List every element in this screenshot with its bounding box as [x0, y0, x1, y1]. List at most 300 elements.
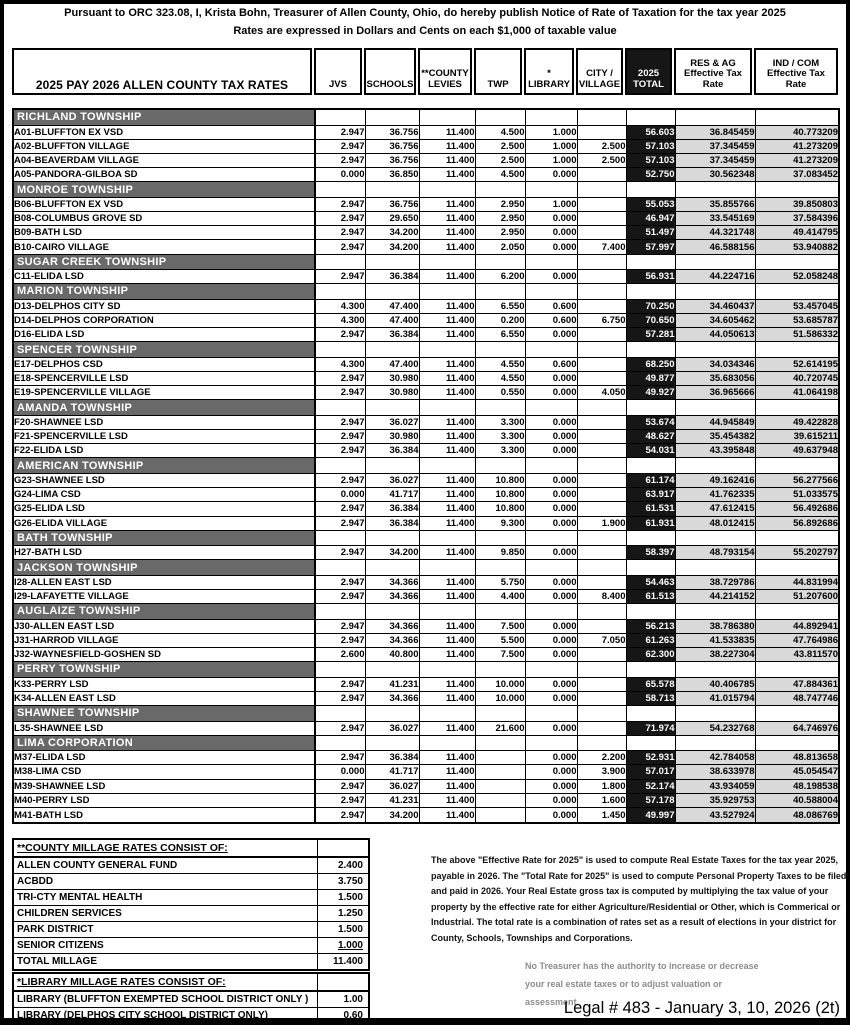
- total-cell: 57.017: [626, 765, 675, 779]
- total-cell: 57.103: [626, 139, 675, 153]
- effective-rate-cell: 38.786380: [675, 619, 755, 633]
- empty-cell: [315, 530, 365, 545]
- rate-cell: [577, 212, 626, 226]
- district-cell: G23-SHAWNEE LSD: [13, 473, 315, 487]
- rate-cell: 11.400: [419, 765, 475, 779]
- empty-cell: [419, 560, 475, 575]
- empty-cell: [675, 530, 755, 545]
- rate-cell: 1.000: [525, 125, 577, 139]
- empty-cell: [525, 284, 577, 299]
- district-row: [13, 808, 839, 823]
- rate-cell: 3.900: [577, 765, 626, 779]
- rate-cell: 11.400: [419, 721, 475, 735]
- effective-rate-cell: 44.224716: [675, 270, 755, 284]
- empty-cell: [365, 254, 419, 269]
- district-cell: J32-WAYNESFIELD-GOSHEN SD: [13, 648, 315, 662]
- rate-cell: [577, 328, 626, 342]
- rate-cell: 3.300: [475, 444, 525, 458]
- rate-cell: 2.947: [315, 502, 365, 516]
- total-cell: 51.497: [626, 226, 675, 240]
- empty-cell: [475, 560, 525, 575]
- rate-cell: 10.800: [475, 488, 525, 502]
- library-millage-row: [13, 1008, 369, 1025]
- empty-cell: [675, 284, 755, 299]
- rate-cell: 0.000: [525, 793, 577, 807]
- rate-cell: 11.400: [419, 139, 475, 153]
- empty-cell: [755, 662, 839, 677]
- effective-rate-cell: 43.811570: [755, 648, 839, 662]
- empty-cell: [675, 254, 755, 269]
- rate-cell: 6.200: [475, 270, 525, 284]
- district-cell: G26-ELIDA VILLAGE: [13, 516, 315, 530]
- rate-cell: [577, 125, 626, 139]
- column-header-label-2025-total: 2025 TOTAL: [633, 68, 664, 90]
- empty-cell: [675, 662, 755, 677]
- district-cell: B10-CAIRO VILLAGE: [13, 240, 315, 254]
- district-cell: A05-PANDORA-GILBOA SD: [13, 168, 315, 182]
- empty-cell: [525, 604, 577, 619]
- township-label: RICHLAND TOWNSHIP: [13, 109, 315, 125]
- township-label: JACKSON TOWNSHIP: [13, 560, 315, 575]
- library-millage-table: [12, 972, 370, 1025]
- district-cell: F20-SHAWNEE LSD: [13, 415, 315, 429]
- rate-cell: 11.400: [419, 648, 475, 662]
- table-title-label: 2025 PAY 2026 ALLEN COUNTY TAX RATES: [35, 77, 289, 92]
- rate-cell: 2.947: [315, 270, 365, 284]
- district-row: [13, 357, 839, 371]
- rate-cell: 2.050: [475, 240, 525, 254]
- rate-cell: 34.366: [365, 590, 419, 604]
- library-millage-row: [13, 991, 369, 1008]
- library-millage-row-label: LIBRARY (DELPHOS CITY SCHOOL DISTRICT ONLY): [13, 1008, 317, 1025]
- effective-rate-cell: 39.615211: [755, 430, 839, 444]
- column-header-jvs: [314, 48, 362, 95]
- rate-cell: 0.550: [475, 386, 525, 400]
- empty-cell: [755, 458, 839, 473]
- rate-cell: 1.000: [525, 197, 577, 211]
- rate-cell: 2.947: [315, 415, 365, 429]
- county-millage-row: [13, 906, 369, 922]
- rate-cell: 11.400: [419, 386, 475, 400]
- district-row: [13, 226, 839, 240]
- county-millage-row: [13, 922, 369, 938]
- effective-rate-cell: 41.064198: [755, 386, 839, 400]
- empty-cell: [315, 254, 365, 269]
- rate-cell: 11.400: [419, 633, 475, 647]
- rate-cell: 5.500: [475, 633, 525, 647]
- rate-cell: 11.400: [419, 299, 475, 313]
- county-millage-row-label: ALLEN COUNTY GENERAL FUND: [13, 857, 317, 874]
- township-label: SHAWNEE TOWNSHIP: [13, 706, 315, 721]
- township-label: AMANDA TOWNSHIP: [13, 400, 315, 415]
- effective-rate-cell: 51.586332: [755, 328, 839, 342]
- empty-cell: [525, 560, 577, 575]
- district-cell: H27-BATH LSD: [13, 546, 315, 560]
- rate-cell: 2.947: [315, 139, 365, 153]
- district-cell: B08-COLUMBUS GROVE SD: [13, 212, 315, 226]
- district-row: [13, 270, 839, 284]
- rate-cell: 2.200: [577, 751, 626, 765]
- treasurer-note: No Treasurer has the authority to increase or decrease your real estate taxes or to adjust valuation or assessment.: [525, 961, 759, 1007]
- effective-rate-cell: 36.965666: [675, 386, 755, 400]
- rate-cell: 2.950: [475, 197, 525, 211]
- empty-cell: [626, 400, 675, 415]
- total-cell: 54.031: [626, 444, 675, 458]
- total-cell: 61.174: [626, 473, 675, 487]
- effective-rate-cell: 47.764986: [755, 633, 839, 647]
- effective-rate-note: The above "Effective Rate for 2025" is used to compute Real Estate Taxes for the tax year 2025, payable in 2026. The "Total Rate for 2025" is used to compute Personal Property Taxes to be filed and paid in 2026. Your Real Estate gross tax is computed by multiplying the tax value of your property by the effective rate for either Agriculture/Residential or Other, which is Commerical or Industrial. The total rate is a combination of rates set as a result of elections in your district for County, Schools, Townships and Corporations.: [431, 855, 847, 943]
- rate-cell: 34.200: [365, 226, 419, 240]
- empty-cell: [525, 662, 577, 677]
- effective-rate-cell: 41.273209: [755, 139, 839, 153]
- district-row: [13, 648, 839, 662]
- total-cell: 48.627: [626, 430, 675, 444]
- rate-cell: [577, 488, 626, 502]
- rate-cell: 2.947: [315, 328, 365, 342]
- rate-cell: 2.947: [315, 793, 365, 807]
- township-row: [13, 109, 839, 125]
- rate-cell: 2.947: [315, 546, 365, 560]
- empty-cell: [365, 284, 419, 299]
- district-row: [13, 633, 839, 647]
- rate-cell: [577, 371, 626, 385]
- county-millage-row: [13, 890, 369, 906]
- legal-footer: Legal # 483 - January 3, 10, 2026 (2t): [563, 999, 840, 1017]
- rate-cell: 36.027: [365, 721, 419, 735]
- total-cell: 49.877: [626, 371, 675, 385]
- rate-cell: 0.000: [525, 808, 577, 823]
- district-row: [13, 386, 839, 400]
- county-millage-row-label: ACBDD: [13, 874, 317, 890]
- empty-cell: [525, 530, 577, 545]
- rate-cell: 30.980: [365, 430, 419, 444]
- total-cell: 46.947: [626, 212, 675, 226]
- total-cell: 71.974: [626, 721, 675, 735]
- district-row: [13, 153, 839, 167]
- district-row: [13, 139, 839, 153]
- rate-cell: 11.400: [419, 270, 475, 284]
- rate-cell: 11.400: [419, 677, 475, 691]
- effective-rate-cell: 51.207600: [755, 590, 839, 604]
- empty-cell: [419, 530, 475, 545]
- rate-cell: 34.200: [365, 808, 419, 823]
- rate-cell: [577, 226, 626, 240]
- rate-cell: 11.400: [419, 240, 475, 254]
- rate-cell: 34.366: [365, 619, 419, 633]
- rate-cell: 36.850: [365, 168, 419, 182]
- effective-rate-cell: 37.345459: [675, 153, 755, 167]
- district-cell: M40-PERRY LSD: [13, 793, 315, 807]
- rate-cell: 0.000: [315, 488, 365, 502]
- empty-cell: [675, 604, 755, 619]
- empty-cell: [675, 706, 755, 721]
- township-label: BATH TOWNSHIP: [13, 530, 315, 545]
- effective-rate-cell: 43.395848: [675, 444, 755, 458]
- effective-rate-cell: 33.545169: [675, 212, 755, 226]
- empty-cell: [626, 342, 675, 357]
- rate-cell: 11.400: [419, 779, 475, 793]
- rate-cell: 4.500: [475, 125, 525, 139]
- rate-cell: 1.900: [577, 516, 626, 530]
- total-cell: 56.603: [626, 125, 675, 139]
- district-cell: K34-ALLEN EAST LSD: [13, 691, 315, 705]
- rate-cell: 7.500: [475, 648, 525, 662]
- column-header-schools: [364, 48, 416, 95]
- total-cell: 61.263: [626, 633, 675, 647]
- empty-cell: [525, 342, 577, 357]
- empty-cell: [365, 342, 419, 357]
- rate-cell: 11.400: [419, 212, 475, 226]
- rate-cell: 11.400: [419, 473, 475, 487]
- rate-cell: 2.947: [315, 516, 365, 530]
- township-row: [13, 604, 839, 619]
- district-row: [13, 212, 839, 226]
- rate-cell: 2.947: [315, 226, 365, 240]
- total-cell: 61.531: [626, 502, 675, 516]
- rate-cell: 2.950: [475, 212, 525, 226]
- total-cell: 57.281: [626, 328, 675, 342]
- district-row: [13, 328, 839, 342]
- rate-cell: 1.800: [577, 779, 626, 793]
- column-header-twp: [474, 48, 522, 95]
- effective-rate-cell: 38.227304: [675, 648, 755, 662]
- empty-cell: [577, 458, 626, 473]
- township-row: [13, 254, 839, 269]
- district-row: [13, 546, 839, 560]
- empty-cell: [475, 604, 525, 619]
- rate-cell: 0.000: [525, 444, 577, 458]
- rate-cell: 11.400: [419, 313, 475, 327]
- rate-cell: 10.800: [475, 502, 525, 516]
- district-cell: I29-LAFAYETTE VILLAGE: [13, 590, 315, 604]
- district-row: [13, 765, 839, 779]
- empty-cell: [365, 182, 419, 197]
- rate-cell: 0.000: [525, 779, 577, 793]
- empty-cell: [577, 662, 626, 677]
- column-header-label-jvs: JVS: [329, 78, 347, 90]
- rate-cell: [475, 793, 525, 807]
- empty-cell: [365, 530, 419, 545]
- empty-cell: [365, 604, 419, 619]
- empty-cell: [577, 735, 626, 750]
- rate-cell: 11.400: [419, 619, 475, 633]
- township-label: SUGAR CREEK TOWNSHIP: [13, 254, 315, 269]
- rate-cell: 11.400: [419, 430, 475, 444]
- township-row: [13, 284, 839, 299]
- empty-cell: [755, 109, 839, 125]
- column-header-label-schools: SCHOOLS: [366, 78, 414, 90]
- rate-cell: 0.000: [525, 502, 577, 516]
- empty-cell: [475, 662, 525, 677]
- effective-rate-cell: 42.784058: [675, 751, 755, 765]
- empty-cell: [755, 706, 839, 721]
- township-row: [13, 662, 839, 677]
- rate-cell: 0.000: [525, 226, 577, 240]
- rate-cell: 0.000: [525, 677, 577, 691]
- rate-cell: 2.947: [315, 371, 365, 385]
- effective-rate-cell: 48.813658: [755, 751, 839, 765]
- district-row: [13, 516, 839, 530]
- district-cell: D13-DELPHOS CITY SD: [13, 299, 315, 313]
- effective-rate-cell: 38.729786: [675, 575, 755, 589]
- empty-cell: [315, 284, 365, 299]
- rate-cell: 34.366: [365, 633, 419, 647]
- effective-rate-cell: 40.773209: [755, 125, 839, 139]
- rate-cell: 6.750: [577, 313, 626, 327]
- total-cell: 58.713: [626, 691, 675, 705]
- total-cell: 62.300: [626, 648, 675, 662]
- effective-rate-cell: 38.633978: [675, 765, 755, 779]
- rate-cell: 11.400: [419, 546, 475, 560]
- total-cell: 63.917: [626, 488, 675, 502]
- district-row: [13, 488, 839, 502]
- empty-cell: [675, 342, 755, 357]
- rate-cell: 8.400: [577, 590, 626, 604]
- district-row: [13, 691, 839, 705]
- notice-line-2: Rates are expressed in Dollars and Cents on each $1,000 of taxable value: [233, 25, 617, 37]
- rate-cell: 29.650: [365, 212, 419, 226]
- rate-cell: 0.200: [475, 313, 525, 327]
- rate-cell: 36.756: [365, 125, 419, 139]
- county-millage-table: [12, 838, 370, 971]
- effective-rate-cell: 49.414795: [755, 226, 839, 240]
- effective-rate-cell: 41.533835: [675, 633, 755, 647]
- empty-cell: [626, 560, 675, 575]
- rate-cell: 11.400: [419, 328, 475, 342]
- effective-rate-cell: 54.232768: [675, 721, 755, 735]
- rate-cell: 6.550: [475, 299, 525, 313]
- rate-cell: 36.756: [365, 139, 419, 153]
- county-millage-row-value: 1.000: [317, 938, 369, 954]
- column-header-label-ind-com-effective-rate: IND / COM Effective Tax Rate: [767, 57, 825, 90]
- notice-line-1: Pursuant to ORC 323.08, I, Krista Bohn, Treasurer of Allen County, Ohio, do hereby publish Notice of Rate of Taxation for the tax year 2025: [64, 7, 786, 19]
- rate-cell: 36.756: [365, 197, 419, 211]
- township-row: [13, 560, 839, 575]
- county-millage-row-value: 1.500: [317, 890, 369, 906]
- effective-rate-cell: 52.614195: [755, 357, 839, 371]
- empty-cell: [419, 109, 475, 125]
- rate-cell: 7.500: [475, 619, 525, 633]
- rate-cell: 2.947: [315, 444, 365, 458]
- column-header-label-city-village: CITY / VILLAGE: [578, 68, 621, 90]
- rate-cell: 41.231: [365, 677, 419, 691]
- empty-cell: [577, 254, 626, 269]
- effective-rate-cell: 48.086769: [755, 808, 839, 823]
- rate-cell: [577, 677, 626, 691]
- rate-cell: 11.400: [419, 691, 475, 705]
- empty-cell: [365, 735, 419, 750]
- rate-cell: 0.000: [525, 751, 577, 765]
- rate-cell: 2.947: [315, 691, 365, 705]
- empty-cell: [675, 458, 755, 473]
- district-cell: K33-PERRY LSD: [13, 677, 315, 691]
- rate-cell: 0.000: [525, 473, 577, 487]
- rate-cell: 41.231: [365, 793, 419, 807]
- library-millage-title-value-cell: [317, 973, 369, 991]
- effective-rate-cell: 37.345459: [675, 139, 755, 153]
- effective-rate-cell: 52.058248: [755, 270, 839, 284]
- district-row: [13, 444, 839, 458]
- district-row: [13, 619, 839, 633]
- township-label: MONROE TOWNSHIP: [13, 182, 315, 197]
- empty-cell: [365, 560, 419, 575]
- column-headers: [12, 48, 838, 95]
- empty-cell: [577, 342, 626, 357]
- library-millage-row-label: LIBRARY (BLUFFTON EXEMPTED SCHOOL DISTRICT ONLY ): [13, 991, 317, 1008]
- effective-rate-cell: 53.940882: [755, 240, 839, 254]
- rate-cell: 10.000: [475, 677, 525, 691]
- rate-cell: [577, 575, 626, 589]
- effective-rate-cell: 40.406785: [675, 677, 755, 691]
- rate-cell: 36.384: [365, 516, 419, 530]
- county-millage-row-value: 11.400: [317, 954, 369, 971]
- district-cell: G24-LIMA CSD: [13, 488, 315, 502]
- rate-cell: 0.000: [525, 212, 577, 226]
- empty-cell: [419, 284, 475, 299]
- county-millage-row: [13, 938, 369, 954]
- rate-cell: 0.000: [525, 765, 577, 779]
- empty-cell: [475, 182, 525, 197]
- rate-cell: 3.300: [475, 430, 525, 444]
- effective-rate-cell: 34.605462: [675, 313, 755, 327]
- district-row: [13, 125, 839, 139]
- library-millage-header: [13, 973, 369, 991]
- rate-cell: 2.500: [577, 153, 626, 167]
- rate-cell: 0.000: [315, 168, 365, 182]
- empty-cell: [475, 109, 525, 125]
- empty-cell: [419, 400, 475, 415]
- rate-cell: 2.947: [315, 212, 365, 226]
- rate-cell: 2.947: [315, 619, 365, 633]
- township-label: SPENCER TOWNSHIP: [13, 342, 315, 357]
- column-header-label-twp: TWP: [487, 78, 509, 90]
- district-row: [13, 721, 839, 735]
- empty-cell: [475, 400, 525, 415]
- rate-cell: [577, 691, 626, 705]
- empty-cell: [365, 458, 419, 473]
- rate-cell: 2.947: [315, 590, 365, 604]
- effective-rate-cell: 47.612415: [675, 502, 755, 516]
- county-millage-body: [13, 857, 369, 970]
- county-millage-row: [13, 857, 369, 874]
- effective-rate-cell: 44.892941: [755, 619, 839, 633]
- rate-cell: 2.950: [475, 226, 525, 240]
- district-cell: J30-ALLEN EAST LSD: [13, 619, 315, 633]
- effective-rate-cell: 47.884361: [755, 677, 839, 691]
- rate-cell: [577, 444, 626, 458]
- rate-cell: 1.450: [577, 808, 626, 823]
- rate-cell: 0.000: [525, 430, 577, 444]
- rate-cell: 11.400: [419, 125, 475, 139]
- rate-cell: 4.300: [315, 313, 365, 327]
- rate-cell: [577, 357, 626, 371]
- rate-cell: 41.717: [365, 488, 419, 502]
- effective-rate-cell: 51.033575: [755, 488, 839, 502]
- rate-cell: 0.000: [525, 633, 577, 647]
- effective-rate-cell: 44.831994: [755, 575, 839, 589]
- rate-cell: 2.500: [577, 139, 626, 153]
- district-cell: E19-SPENCERVILLE VILLAGE: [13, 386, 315, 400]
- rate-cell: 4.050: [577, 386, 626, 400]
- district-cell: J31-HARROD VILLAGE: [13, 633, 315, 647]
- empty-cell: [475, 530, 525, 545]
- rate-cell: 0.000: [525, 415, 577, 429]
- rate-cell: 11.400: [419, 153, 475, 167]
- rate-cell: 2.947: [315, 197, 365, 211]
- empty-cell: [525, 706, 577, 721]
- rate-cell: 0.000: [525, 168, 577, 182]
- rate-cell: 4.400: [475, 590, 525, 604]
